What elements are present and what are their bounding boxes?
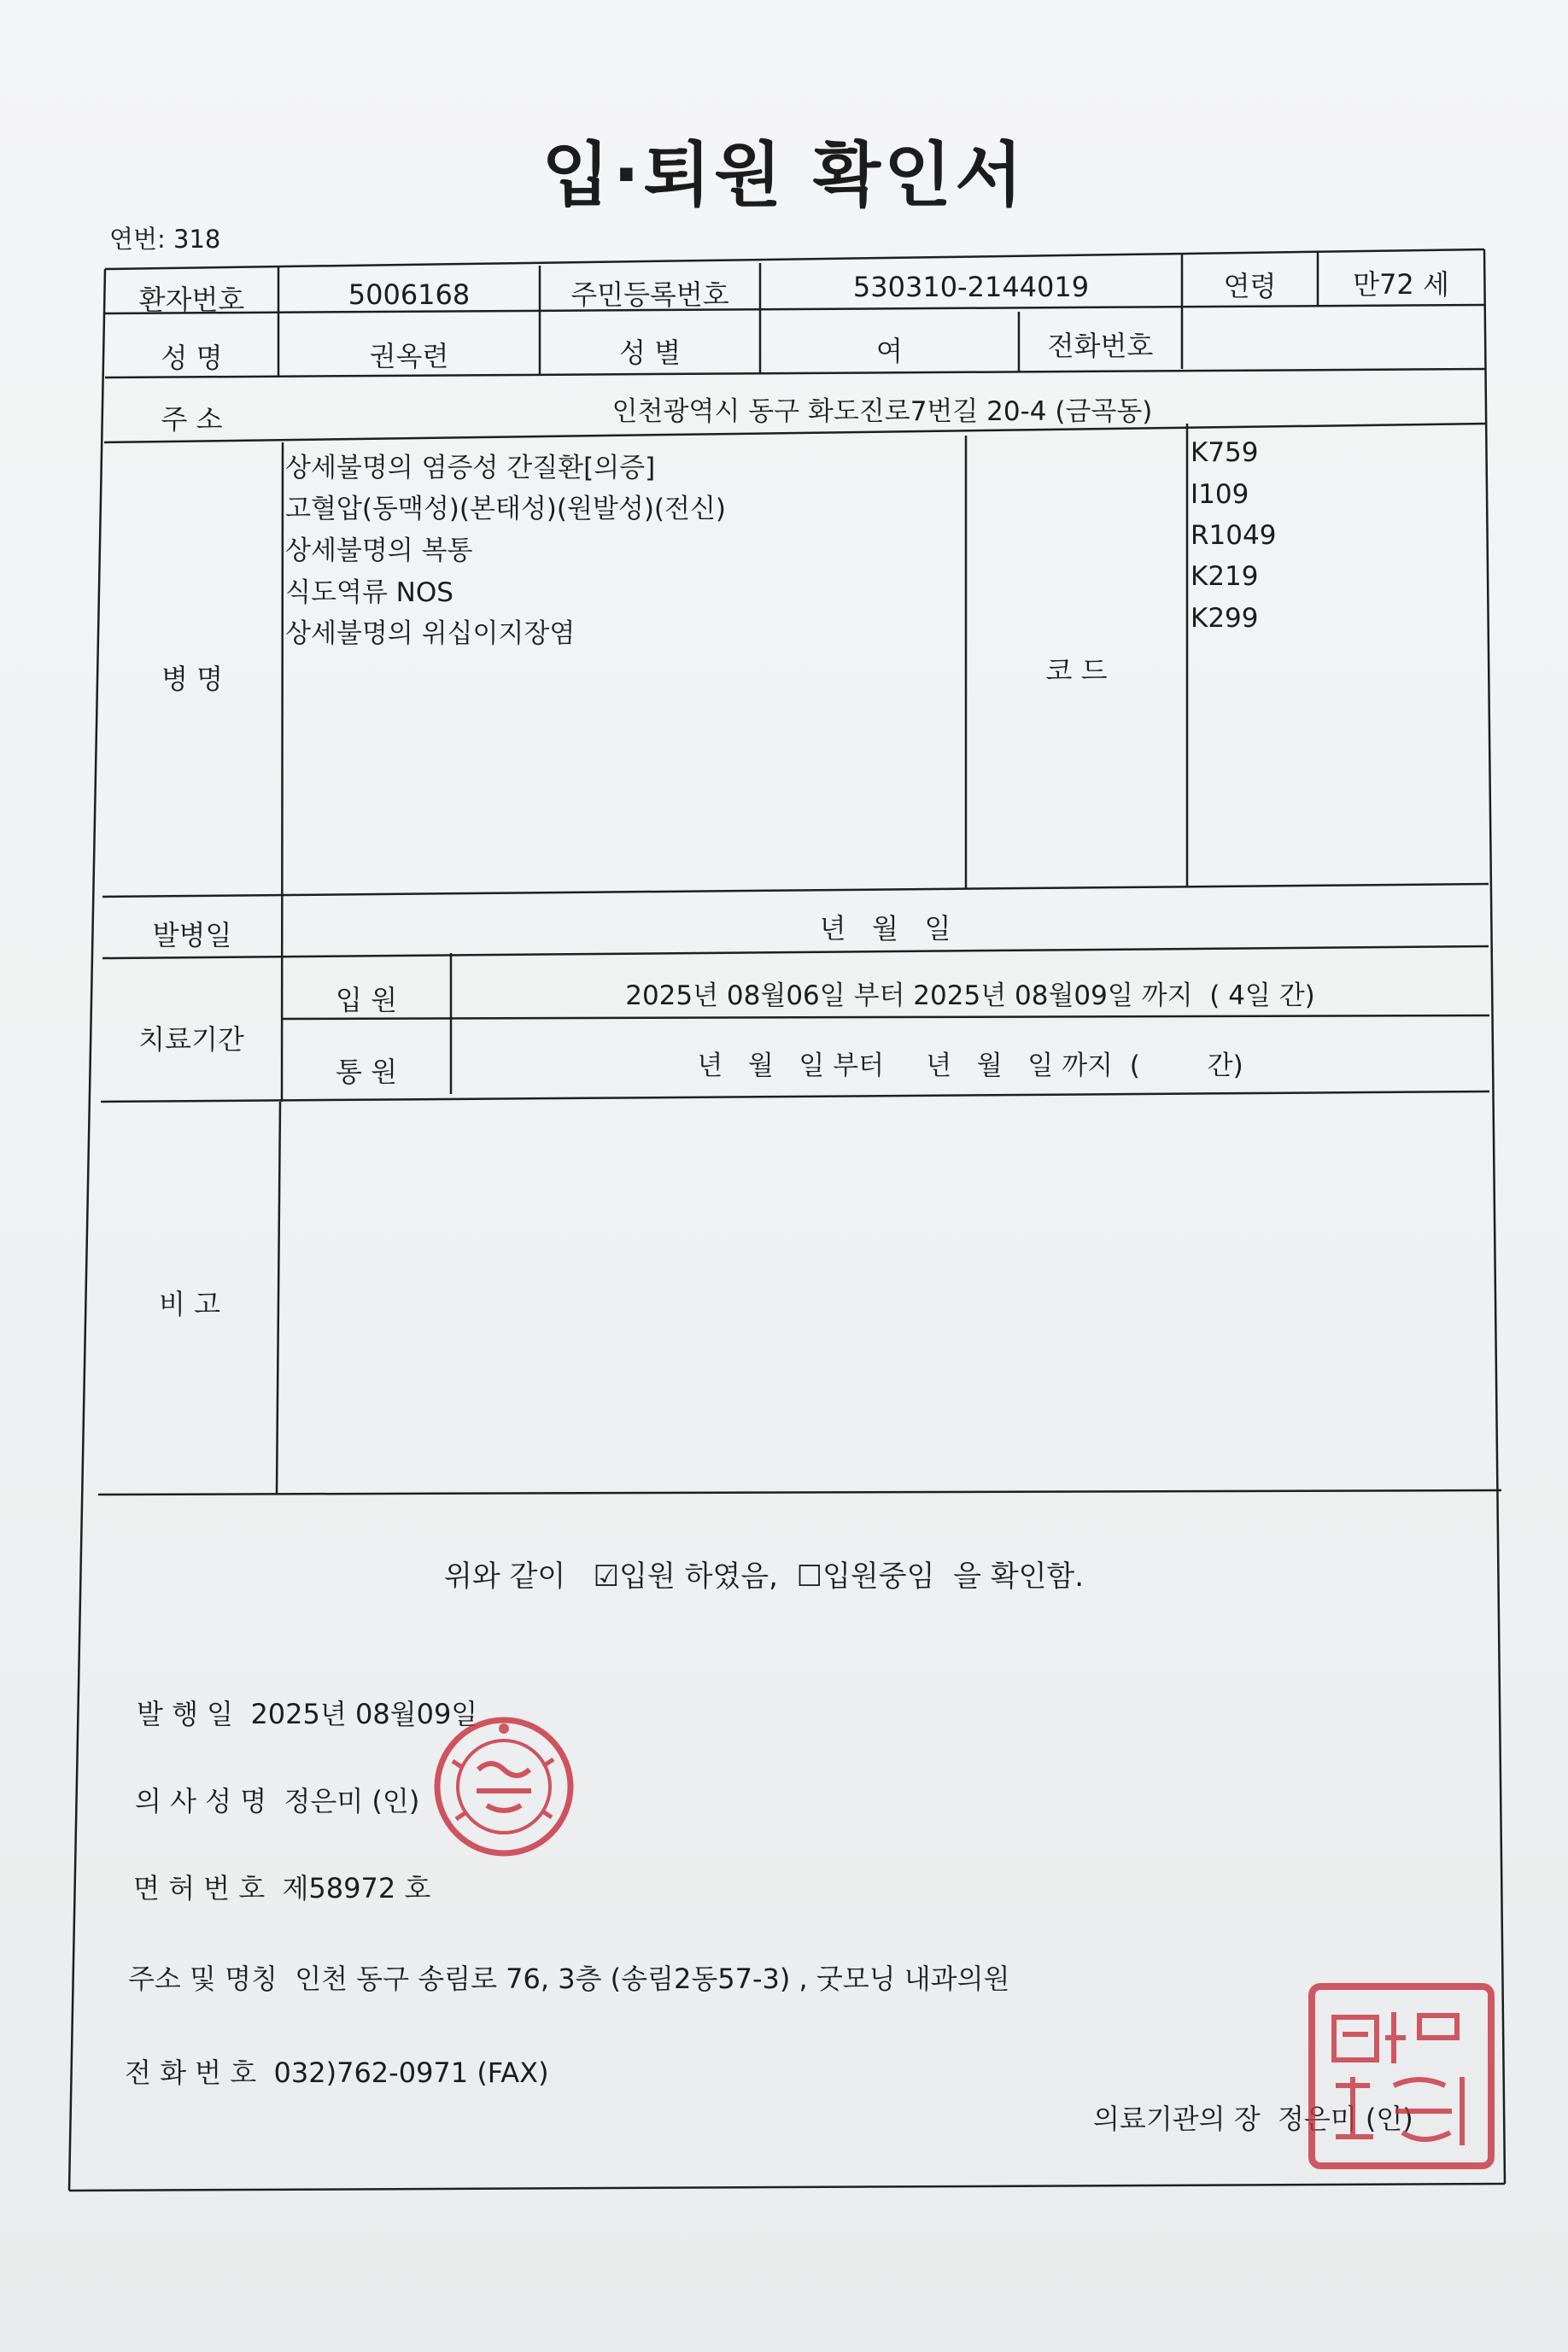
diagnosis-name: 상세불명의 위십이지장염 [285,618,576,649]
outpatient-period: 년 월 일 부터 년 월 일 까지 ( 간) [697,1050,1243,1081]
diagnosis-name: 고혈압(동맥성)(본태성)(원발성)(전신) [285,494,726,524]
doctor-name-value: 정은미 (인) [284,1785,420,1817]
checkbox-in-hospital[interactable]: ☐ [796,1559,823,1594]
institution-phone-label: 전 화 번 호 [125,2057,257,2089]
onset-value: 년 월 일 [819,912,951,945]
diagnosis-code: R1049 [1191,520,1277,551]
phone-label: 전화번호 [1047,330,1154,362]
onset-label: 발병일 [152,919,232,951]
confirmation-suffix: 을 확인함. [953,1559,1085,1594]
code-label: 코 드 [1045,654,1108,687]
institution-head-value: 정은미 (인) [1278,2103,1413,2135]
institution-head-label: 의료기관의 장 [1093,2103,1261,2135]
issue-date-value: 2025년 08월09일 [250,1698,478,1730]
patient-id-value: 5006168 [348,278,471,311]
treatment-period-label: 치료기간 [138,1023,244,1056]
diagnosis-label: 병 명 [161,663,223,695]
diagnosis-name: 식도역류 NOS [285,577,453,608]
rrn-label: 주민등록번호 [570,278,729,311]
diagnosis-code: K299 [1191,603,1259,634]
doctor-name [135,1780,419,1819]
diagnosis-name: 상세불명의 복통 [285,535,473,566]
institution-seal-stamp [1300,1975,1505,2179]
confirmation-prefix: 위와 같이 [444,1559,566,1594]
institution-address-label: 주소 및 명칭 [128,1963,278,1995]
issue-date-label: 발 행 일 [137,1698,234,1730]
name-label: 성 명 [161,342,223,374]
age-value: 만72 세 [1353,268,1449,301]
rrn-value: 530310-2144019 [852,271,1090,303]
remarks-label: 비 고 [159,1288,220,1320]
license-number [133,1867,430,1906]
checkbox-admitted[interactable]: ☑ [593,1559,620,1594]
sex-value: 여 [876,335,903,367]
institution-phone [125,2051,549,2091]
sex-label: 성 별 [619,336,681,369]
checkbox-in-hospital-label: 입원중임 [822,1559,935,1594]
diagnosis-code: K759 [1191,437,1259,468]
confirmation-statement [444,1553,1084,1594]
institution-address-value: 인천 동구 송림로 76, 3층 (송림2동57-3) , 굿모닝 내과의원 [295,1963,1010,1995]
address-value: 인천광역시 동구 화도진로7번길 20-4 (금곡동) [611,396,1153,427]
diagnosis-code: I109 [1191,479,1249,510]
outpatient-label: 통 원 [336,1056,397,1088]
institution-address [128,1957,1009,1997]
diagnosis-name: 상세불명의 염증성 간질환[의증] [285,453,656,483]
serial-number: 연번: 318 [109,225,221,254]
doctor-seal-stamp [427,1710,581,1863]
document-title: 입·퇴원 확인서 [541,135,1027,216]
name-value: 권옥련 [369,340,449,372]
diagnosis-code: K219 [1191,561,1259,592]
address-label: 주 소 [161,403,223,436]
license-number-label: 면 허 번 호 [133,1872,266,1904]
patient-id-label: 환자번호 [138,284,245,316]
checkbox-admitted-label: 입원 하였음, [619,1559,778,1594]
inpatient-label: 입 원 [336,984,397,1016]
age-label: 연령 [1223,270,1277,302]
institution-phone-value: 032)762-0971 (FAX) [273,2057,549,2089]
doctor-name-label: 의 사 성 명 [135,1785,267,1817]
license-number-value: 제58972 호 [282,1872,431,1904]
inpatient-period: 2025년 08월06일 부터 2025년 08월09일 까지 ( 4일 간) [625,980,1315,1011]
